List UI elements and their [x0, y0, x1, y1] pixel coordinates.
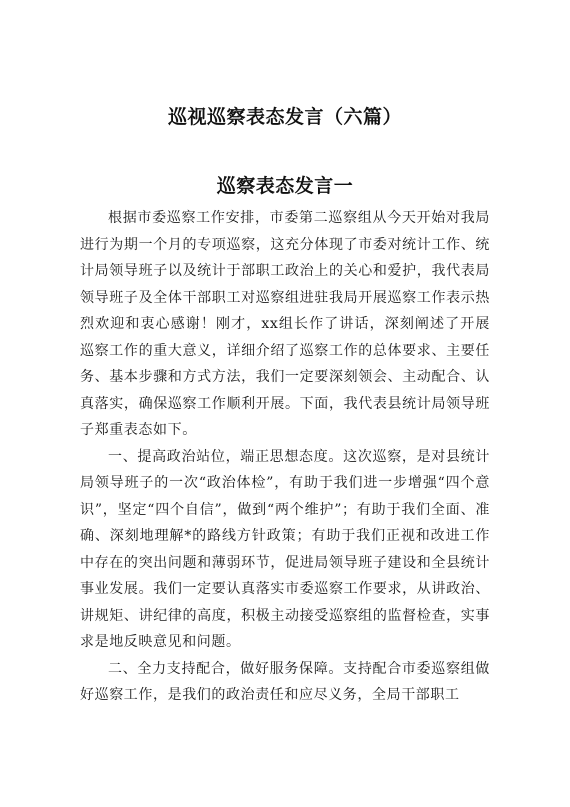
document-body — [80, 205, 490, 709]
paragraph-intro: 根据市委巡察工作安排，市委第二巡察组从今天开始对我局进行为期一个月的专项巡察，这充分体现了市委对统计工作、统计局领导班子以及统计于部职工政治上的关心和爱护，我代表局领导班子及全体干部职工对巡察组进驻我局开展巡察工作表示热烈欢迎和衷心感谢！刚才，xx组长作了讲话，深刻阐述了开展巡察工作的重大意义，详细介绍了巡察工作的总体要求、主要任务、基本步骤和方式方法，我们一定要深刻领会、主动配合、认真落实，确保巡察工作顺利开展。下面，我代表县统计局领导班子郑重表态如下。 — [80, 210, 490, 438]
section-title: 巡察表态发言一 — [216, 175, 354, 197]
paragraph-point-one: 一、提高政治站位，端正思想态度。这次巡察，是对县统计局领导班子的一次“政治体检”，有助于我们进一步增强“四个意识”，坚定“四个自信”，做到“两个维护”；有助于我们全面、准确、深刻地理解*的路线方针政策；有助于我们正视和改进工作中存在的突出问题和薄弱环节，促进局领导班子建设和全县统计事业发展。我们一定要认真落实市委巡察工作要求，从讲政治、讲规矩、讲纪律的高度，积极主动接受巡察组的监督检查，实事求是地反映意见和问题。 — [80, 448, 490, 650]
paragraph-point-two: 二、全力支持配合，做好服务保障。支持配合市委巡察组做好巡察工作，是我们的政治责任和应尽义务，全局干部职工 — [80, 660, 490, 703]
document-title: 巡视巡察表态发言（六篇） — [167, 106, 402, 128]
